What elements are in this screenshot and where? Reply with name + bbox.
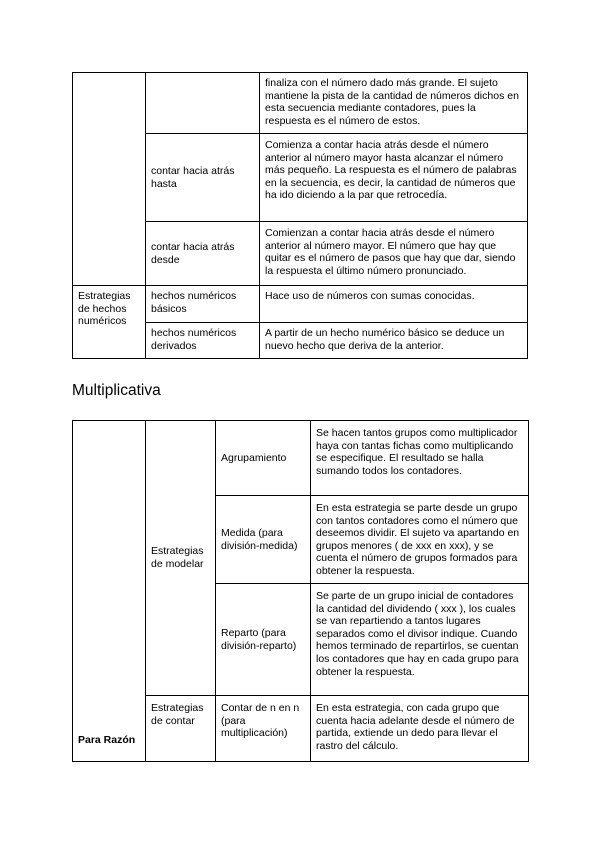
cell-text: Reparto (para división-reparto) xyxy=(221,626,297,652)
cell-text: En esta estrategia, con cada grupo que cuenta hacia adelante desde el número de partida, extiende un dedo para llevar el rastro del cálculo. xyxy=(316,702,515,752)
table-cell xyxy=(260,286,528,323)
table-cell xyxy=(311,584,529,696)
table-cell xyxy=(73,286,146,359)
table-cell xyxy=(260,222,528,286)
table-cell xyxy=(146,222,260,286)
cell-text: Estrategias de modelar xyxy=(151,545,204,570)
table-cell xyxy=(216,421,311,496)
group-label-cell xyxy=(73,421,146,762)
table-row xyxy=(73,73,528,134)
cell-text: hechos numéricos derivados xyxy=(151,327,237,352)
table-cell xyxy=(216,496,311,584)
multiplicative-strategies-table xyxy=(72,420,529,762)
cell-text: Agrupamiento xyxy=(221,451,287,464)
table-row xyxy=(73,421,529,496)
additive-strategies-table xyxy=(72,72,528,359)
cell-text: finaliza con el número dado más grande. El sujeto mantiene la pista de la cantidad de números dichos en esta secuencia mediante contadores, pues la respuesta es el número de estos. xyxy=(265,77,519,127)
cell-text: En esta estrategia se parte desde un grupo con tantos contadores como el número que deseemos dividir. El sujeto va apartando en grupos menores ( de xxx en xxx), y se cuenta el número de grupos formados para obtener la respuesta. xyxy=(316,502,520,577)
cell-text: Medida (para división-medida) xyxy=(221,526,298,552)
table-cell xyxy=(146,696,216,762)
cell-text: A partir de un hecho numérico básico se deduce un nuevo hecho que deriva de la anterior. xyxy=(265,327,505,352)
cell-text: Comienzan a contar hacia atrás desde el número anterior al número mayor. El número que hay que quitar es el número de pasos que hay que dar, siendo la respuesta el último número pronunciado. xyxy=(265,227,516,277)
table-cell xyxy=(146,73,260,134)
table-cell xyxy=(73,73,146,286)
section-heading: Multiplicativa xyxy=(72,382,161,399)
cell-text: Comienza a contar hacia atrás desde el número anterior al número mayor hasta alcanzar el número más pequeño. La respuesta es el número de palabras en la secuencia, es decir, la cantidad de números que ha ido diciendo a la par que retrocedía. xyxy=(265,139,517,202)
cell-text: contar hacia atrás desde xyxy=(151,240,235,266)
cell-text: Se parte de un grupo inicial de contadores la cantidad del dividendo ( xxx ), los cuales se van repartiendo a tantos lugares separados como el divisor indique. Cuando hemos terminado de repartirlos, se cuentan los contadores que hay en cada grupo para obtener la respuesta. xyxy=(316,590,519,678)
table-cell xyxy=(146,286,260,323)
group-label: Para Razón xyxy=(78,734,136,747)
table-cell xyxy=(146,134,260,222)
table-cell xyxy=(311,421,529,496)
table-row xyxy=(73,286,528,323)
table-cell xyxy=(260,73,528,134)
table-cell xyxy=(216,584,311,696)
cell-text: Hace uso de números con sumas conocidas. xyxy=(265,290,475,302)
cell-text: Estrategias de hechos numéricos xyxy=(78,290,131,328)
table-cell xyxy=(216,696,311,762)
cell-text: Estrategias de contar xyxy=(151,702,204,727)
cell-text: Se hacen tantos grupos como multiplicador haya con tantas fichas como multiplicando se especifique. El resultado se halla sumando todos los contadores. xyxy=(316,427,518,477)
table-cell xyxy=(146,323,260,359)
table-cell xyxy=(311,696,529,762)
cell-text: Contar de n en n (para multiplicación) xyxy=(221,702,300,740)
table-cell xyxy=(146,421,216,696)
table-cell xyxy=(260,134,528,222)
cell-text: contar hacia atrás hasta xyxy=(151,164,235,190)
table-cell xyxy=(311,496,529,584)
table-cell xyxy=(260,323,528,359)
cell-text: hechos numéricos básicos xyxy=(151,290,237,315)
